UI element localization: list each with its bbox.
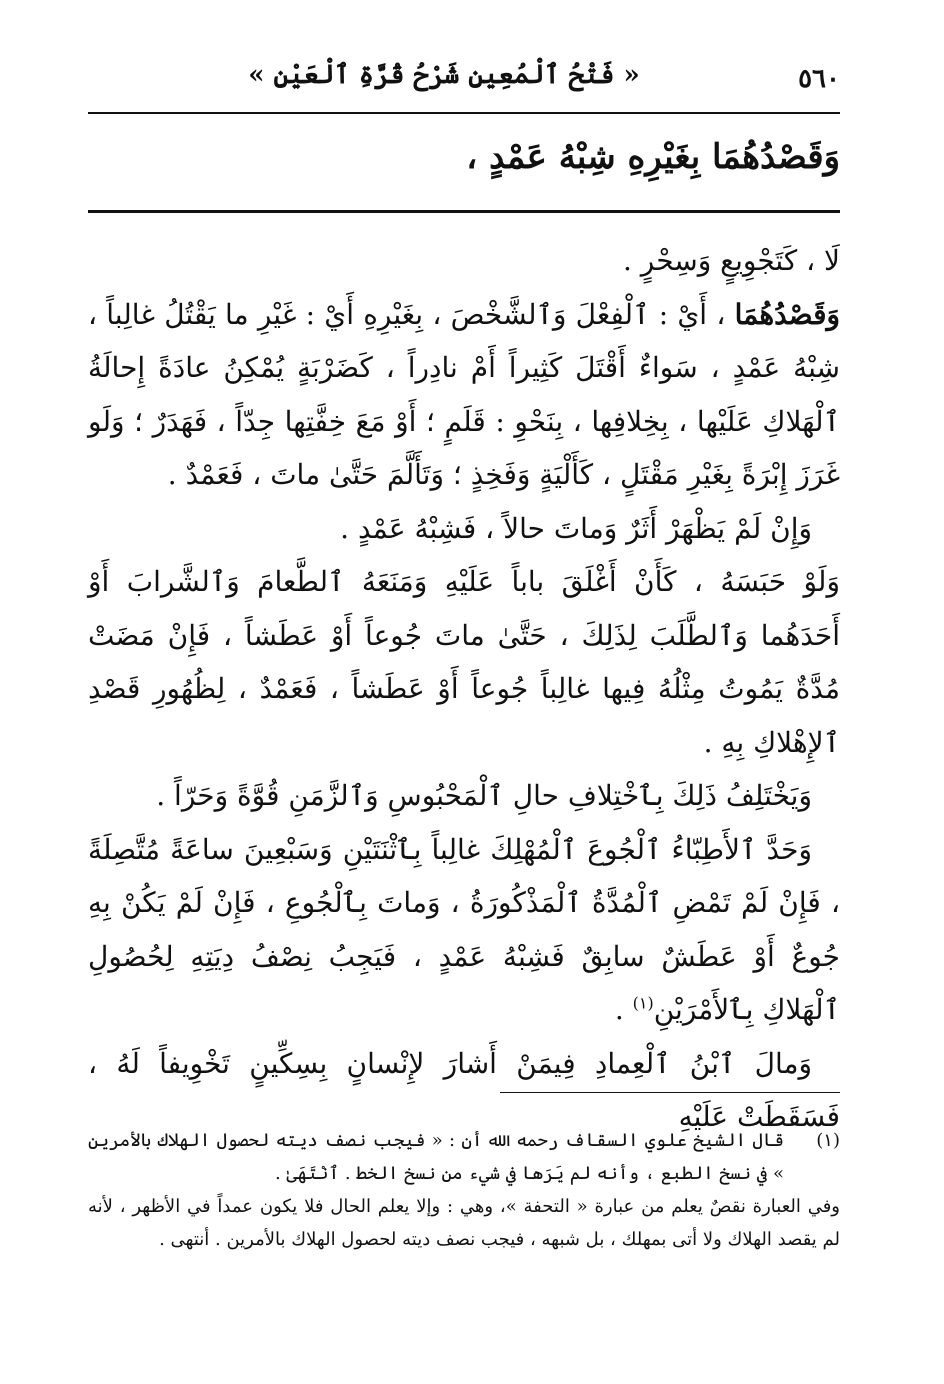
paragraph — [88, 288, 840, 502]
matn-text: وَقَصْدُهُمَا بِغَيْرِهِ شِبْهُ عَمْدٍ ، — [466, 137, 840, 177]
paragraph-text: ، أَيْ : ٱلْفِعْلَ وَٱلشَّخْصَ ، بِغَيْرِهِ أَيْ : غَيْرِ ما يَقْتُلُ غالِباً ، شِبْهُ عَمْدٍ ، سَواءٌ أَقْتَلَ كَثِيراً أَمْ نادِراً ، كَضَرْبَةٍ يُمْكِنُ عادَةً إِحالَةُ ٱلْهَلاكِ عَلَيْها ، بِخِلافِها ، بِنَحْوِ : قَلَمٍ ؛ أَوْ مَعَ خِفَّتِها جِدّاً ، فَهَدَرٌ ؛ وَلَو غَرَزَ إِبْرَةً بِغَيْرِ مَقْتَلٍ ، كَأَلْيَةٍ وَفَخِذٍ ؛ وَتَأَلَّمَ حَتَّىٰ ماتَ ، فَعَمْدٌ . — [88, 297, 840, 491]
page-number: ٥٦٠ — [798, 64, 840, 94]
footnote-number: (١) — [816, 1130, 840, 1151]
footnote-text: وفي العبارة نقصٌ يعلم من عبارة « التحفة »، وهي : وإلا يعلم الحال فلا يكون عمداً في الأظهر ، لأنه لم يقصد الهلاك ولا أتى بمهلك ، بل شبهه ، فيجب نصف ديته لحصول الهلاك بالأمرين . أنتهى . — [88, 1196, 840, 1250]
commentary-body — [88, 234, 840, 1144]
footnote-divider — [500, 1092, 840, 1093]
paragraph: لَا ، كَتَجْوِيعٍ وَسِحْرٍ . — [622, 244, 840, 277]
header-divider — [88, 112, 840, 114]
footnote-marker[interactable]: (١) — [632, 993, 654, 1013]
paragraph: وَإِنْ لَمْ يَظْهَرْ أَثَرٌ وَماتَ حالاً ، فَشِبْهُ عَمْدٍ . — [340, 511, 812, 545]
footnote-item — [88, 1124, 840, 1190]
page-header — [88, 58, 840, 108]
running-title: « فَتْحُ ٱلْمُعِينِ شَرْحُ قُرَّةِ ٱلْعَيْنِ » — [248, 60, 640, 90]
paragraph-end: . — [614, 993, 633, 1026]
paragraph — [88, 823, 840, 1037]
paragraph: وَلَوْ حَبَسَهُ ، كَأَنْ أَغْلَقَ باباً عَلَيْهِ وَمَنَعَهُ ٱلطَّعامَ وَٱلشَّرابَ أَوْ أَحَدَهُما وَٱلطَّلَبَ لِذَلِكَ ، حَتَّىٰ ماتَ جُوعاً أَوْ عَطَشاً ، فَإِنْ مَضَتْ مُدَّةٌ يَمُوتُ مِثْلُهُ فِيها غالِباً جُوعاً أَوْ عَطَشاً ، فَعَمْدٌ ، لِظُهُورِ قَصْدِ ٱلإِهْلاكِ بِهِ . — [88, 565, 840, 759]
paragraph-text: وَحَدَّ ٱلأَطِبّاءُ ٱلْجُوعَ ٱلْمُهْلِكَ غالِباً بِٱثْنَتَيْنِ وَسَبْعِينَ ساعَةً مُتَّصِلَةً ، فَإِنْ لَمْ تَمْضِ ٱلْمُدَّةُ ٱلْمَذْكُورَةُ ، وَماتَ بِٱلْجُوعِ ، فَإِنْ لَمْ يَكُنْ بِهِ جُوعٌ أَوْ عَطَشٌ سابِقٌ فَشِبْهُ عَمْدٍ ، فَيَجِبُ نِصْفُ دِيَتِهِ لِحُصُولِ ٱلْهَلاكِ بِٱلأَمْرَيْنِ — [88, 832, 840, 1026]
footnote-text: قال الشيخ علوي السقاف رحمه الله أن : « فيجب نصف ديته لحصول الهلاك بالأمرين » في نسخ الطبع ، وأنه لم يَرَها في شيء من نسخ الخط . ٱنْتَهَىٰ . — [88, 1130, 784, 1184]
paragraph: وَيَخْتَلِفُ ذَلِكَ بِٱخْتِلافِ حالِ ٱلْمَحْبُوسِ وَٱلزَّمَنِ قُوَّةً وَحَرّاً . — [156, 779, 812, 812]
footnotes — [88, 1124, 840, 1256]
matn-quote: وَقَصْدُهُمَا — [734, 297, 840, 331]
paragraph: وَمالَ ٱبْنُ ٱلْعِمادِ فِيمَنْ أَشارَ لإِنْسانٍ بِسِكِّينٍ تَخْوِيفاً لَهُ ، فَسَقَطَتْ عَلَيْهِ — [88, 1046, 840, 1133]
matn-divider — [88, 210, 840, 213]
